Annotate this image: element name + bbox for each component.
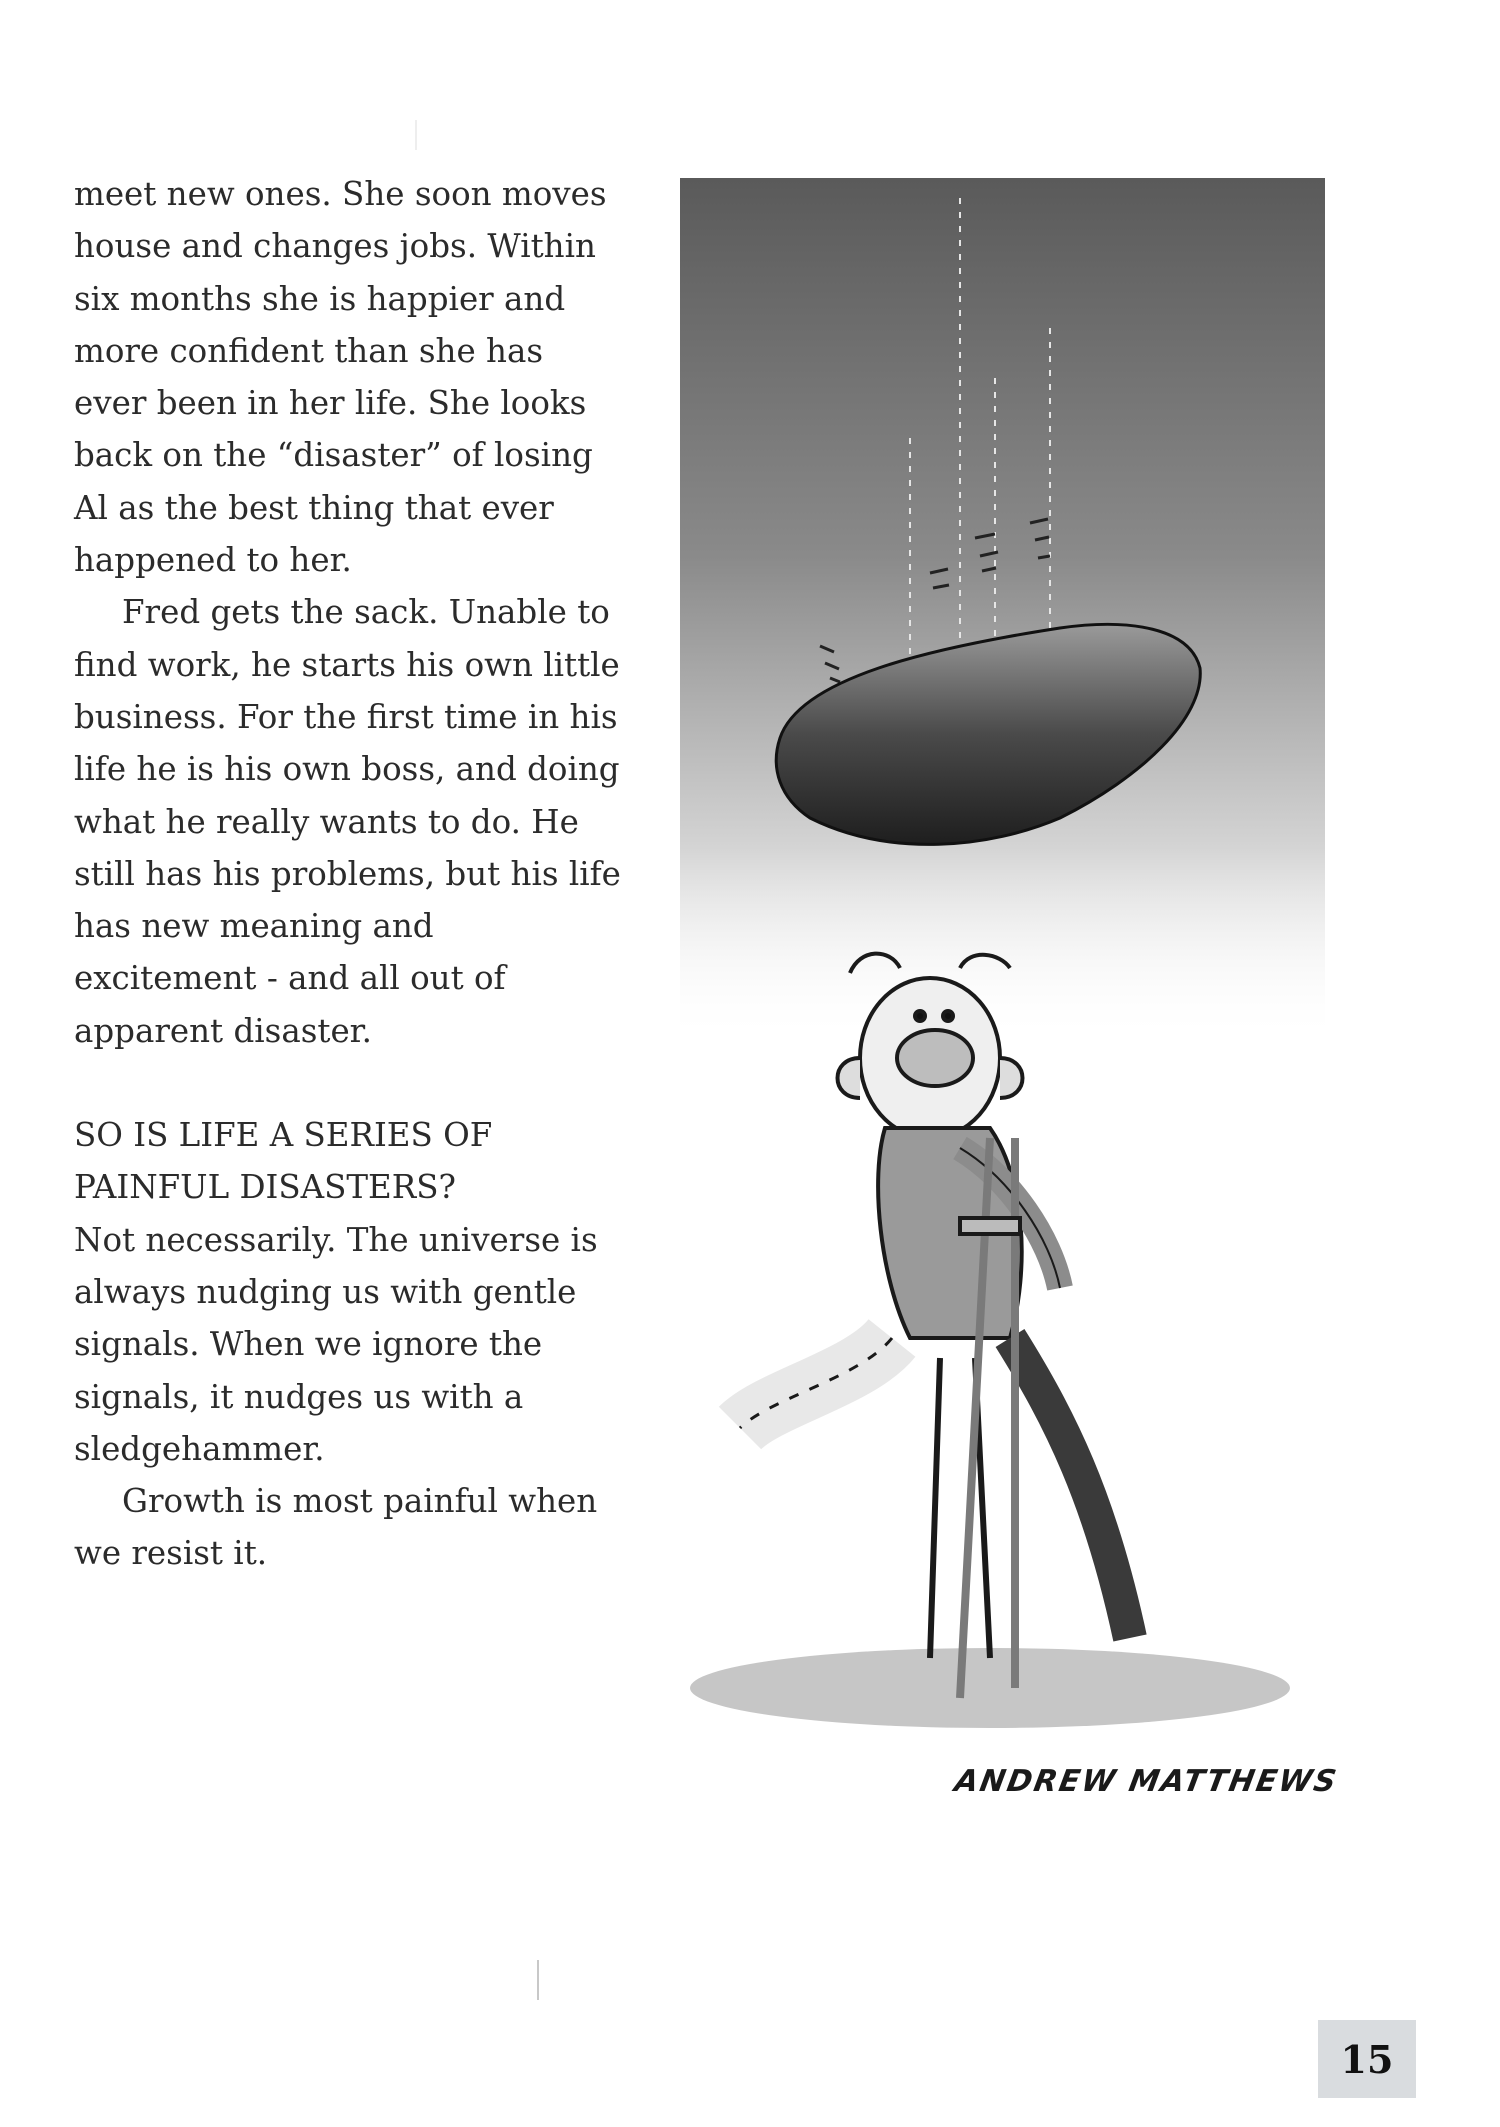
- heading-line-2: PAINFUL DISASTERS?: [74, 1168, 456, 1207]
- page-number: 15: [1318, 2020, 1416, 2098]
- scan-mark: [415, 120, 417, 150]
- ground-shadow: [690, 1648, 1290, 1728]
- cartoon-illustration: [630, 178, 1330, 1738]
- paragraph-3: Not necessarily. The universe is always nudging us with gentle signals. When we ignore the signals, it nudges us with a sledgehammer.: [74, 1220, 598, 1468]
- scan-mark: [537, 1960, 539, 2000]
- paragraph-4: Growth is most painful when we resist it.: [74, 1482, 598, 1573]
- section-heading: [74, 1109, 623, 1214]
- artist-signature: ANDREW MATTHEWS: [951, 1764, 1341, 1799]
- falling-rock-and-injured-man-cartoon: [630, 178, 1330, 1738]
- paragraph-2: Fred gets the sack. Unable to find work, he starts his own little business. For the first time in his life he is his own boss, and doing what he really wants to do. He still has his problems, but his life has new meaning and excitement - and all out of apparent disaster.: [74, 593, 621, 1050]
- body-text: [74, 168, 623, 1580]
- heading-line-1: SO IS LIFE A SERIES OF: [74, 1116, 493, 1155]
- paragraph-1: meet new ones. She soon moves house and changes jobs. Within six months she is happier and more confident than she has ever been in her life. She looks back on the “disaster” of losing Al as the best thing that ever happened to her.: [74, 175, 607, 580]
